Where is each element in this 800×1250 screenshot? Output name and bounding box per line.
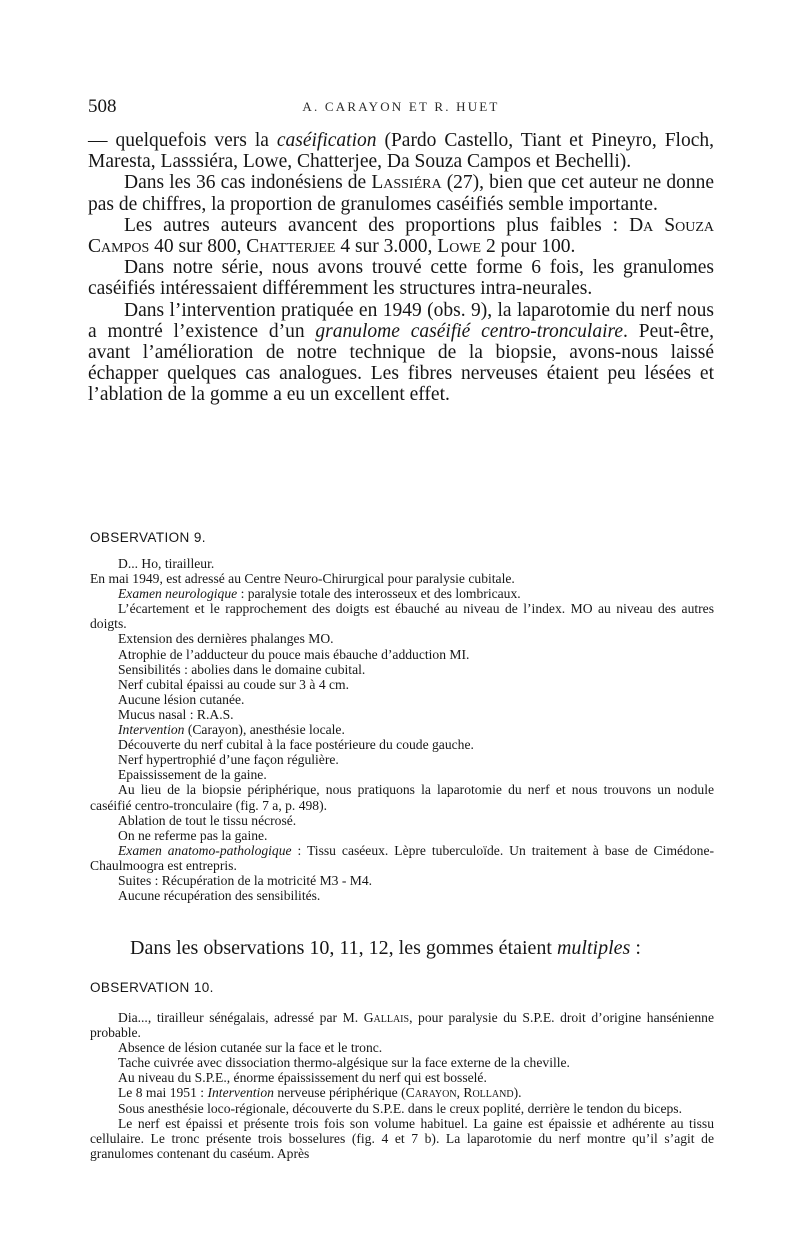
intro-paragraph-3: Les autres auteurs avancent des proportions plus faibles : Da Souza Campos 40 sur 800, Chatterjee 4 sur 3.000, Lowe 2 pour 100. [88, 214, 714, 258]
intro-paragraph-1: — quelquefois vers la caséification (Pardo Castello, Tiant et Pineyro, Floch, Maresta, Lasssiéra, Lowe, Chatterjee, Da Souza Campos et Bechelli). [88, 130, 714, 173]
obs10-line: Sous anesthésie loco-régionale, découverte du S.P.E. dans le creux poplité, derrière le tendon du biceps. [118, 1100, 682, 1116]
obs9-line: Aucune récupération des sensibilités. [118, 888, 321, 904]
obs9-line: Aucune lésion cutanée. [118, 691, 245, 707]
page-number: 508 [88, 96, 117, 117]
obs9-line: D... Ho, tirailleur. [118, 556, 215, 571]
obs9-line: En mai 1949, est adressé au Centre Neuro-Chirurgical pour paralysie cubitale. [90, 571, 515, 587]
obs9-line: Ablation de tout le tissu nécrosé. [118, 812, 297, 828]
observation-10-title: OBSERVATION 10. [90, 980, 214, 995]
obs10-line: Tache cuivrée avec dissociation thermo-algésique sur la face externe de la cheville. [118, 1055, 570, 1071]
obs10-line: Le 8 mai 1951 : Intervention nerveuse périphérique (Carayon, Rolland). [118, 1085, 522, 1101]
obs10-line: Le nerf est épaissi et présente trois fois son volume habituel. La gaine est épaissie et adhérente au tissu cellulaire. Le tronc présente trois bosselures (fig. 4 et 7 b). La laparotomie du nerf montre qu’il s’agit de granulomes contenant du caséum. Après [90, 1115, 714, 1161]
obs9-line: Nerf hypertrophié d’une façon régulière. [118, 752, 339, 768]
observation-10-body [90, 1010, 714, 1161]
obs10-line: Au niveau du S.P.E., énorme épaississement du nerf qui est bosselé. [118, 1070, 487, 1086]
obs9-line: Sensibilités : abolies dans le domaine cubital. [118, 661, 366, 677]
obs9-line: Au lieu de la biopsie périphérique, nous pratiquons la laparotomie du nerf et nous trouvons un nodule caséifié centro-tronculaire (fig. 7 a, p. 498). [90, 782, 714, 813]
intro-paragraph-2: Dans les 36 cas indonésiens de Lassiéra (27), bien que cet auteur ne donne pas de chiffres, la proportion de granulomes caséifiés semble importante. [88, 172, 714, 215]
intro-paragraph-4: Dans notre série, nous avons trouvé cette forme 6 fois, les granulomes caséifiés intéressaient différemment les structures intra-neurales. [88, 257, 714, 300]
obs9-line: Suites : Récupération de la motricité M3 - M4. [118, 872, 373, 888]
multiple-gommes-heading: Dans les observations 10, 11, 12, les gommes étaient multiples : [130, 937, 641, 959]
obs9-line: Découverte du nerf cubital à la face postérieure du coude gauche. [118, 737, 474, 753]
obs9-line: On ne referme pas la gaine. [118, 827, 268, 843]
obs9-line: Epaississement de la gaine. [118, 767, 267, 783]
intro-text [88, 130, 714, 406]
running-head: A. CARAYON ET R. HUET [302, 99, 500, 114]
obs10-line: Dia..., tirailleur sénégalais, adressé par M. Gallais, pour paralysie du S.P.E. droit d’origine hansénienne probable. [90, 1010, 714, 1041]
obs9-line: Extension des dernières phalanges MO. [118, 631, 334, 647]
obs9-line: Atrophie de l’adducteur du pouce mais ébauche d’adduction MI. [118, 646, 470, 662]
obs10-line: Absence de lésion cutanée sur la face et le tronc. [118, 1040, 383, 1056]
obs9-line: Intervention (Carayon), anesthésie locale. [118, 722, 345, 738]
obs9-line: Nerf cubital épaissi au coude sur 3 à 4 cm. [118, 676, 350, 692]
observation-9-body [90, 556, 714, 903]
observation-9-title: OBSERVATION 9. [90, 530, 206, 545]
intro-paragraph-5: Dans l’intervention pratiquée en 1949 (obs. 9), la laparotomie du nerf nous a montré l’existence d’un granulome caséifié centro-tronculaire. Peut-être, avant l’amélioration de notre technique de la biopsie, avons-nous laissé échapper quelques cas analogues. Les fibres nerveuses étaient peu lésées et l’ablation de la gomme a eu un excellent effet. [88, 299, 714, 406]
obs9-line: Examen anatomo-pathologique : Tissu caséeux. Lèpre tuberculoïde. Un traitement à base de Cimédone-Chaulmoogra est entrepris. [90, 842, 715, 873]
obs9-line: Examen neurologique : paralysie totale des interosseux et des lombricaux. [118, 586, 521, 602]
obs9-line: Mucus nasal : R.A.S. [118, 706, 234, 722]
obs9-line: L’écartement et le rapprochement des doigts est ébauché au niveau de l’index. MO au niveau des autres doigts. [90, 601, 714, 632]
page-header [88, 96, 714, 118]
